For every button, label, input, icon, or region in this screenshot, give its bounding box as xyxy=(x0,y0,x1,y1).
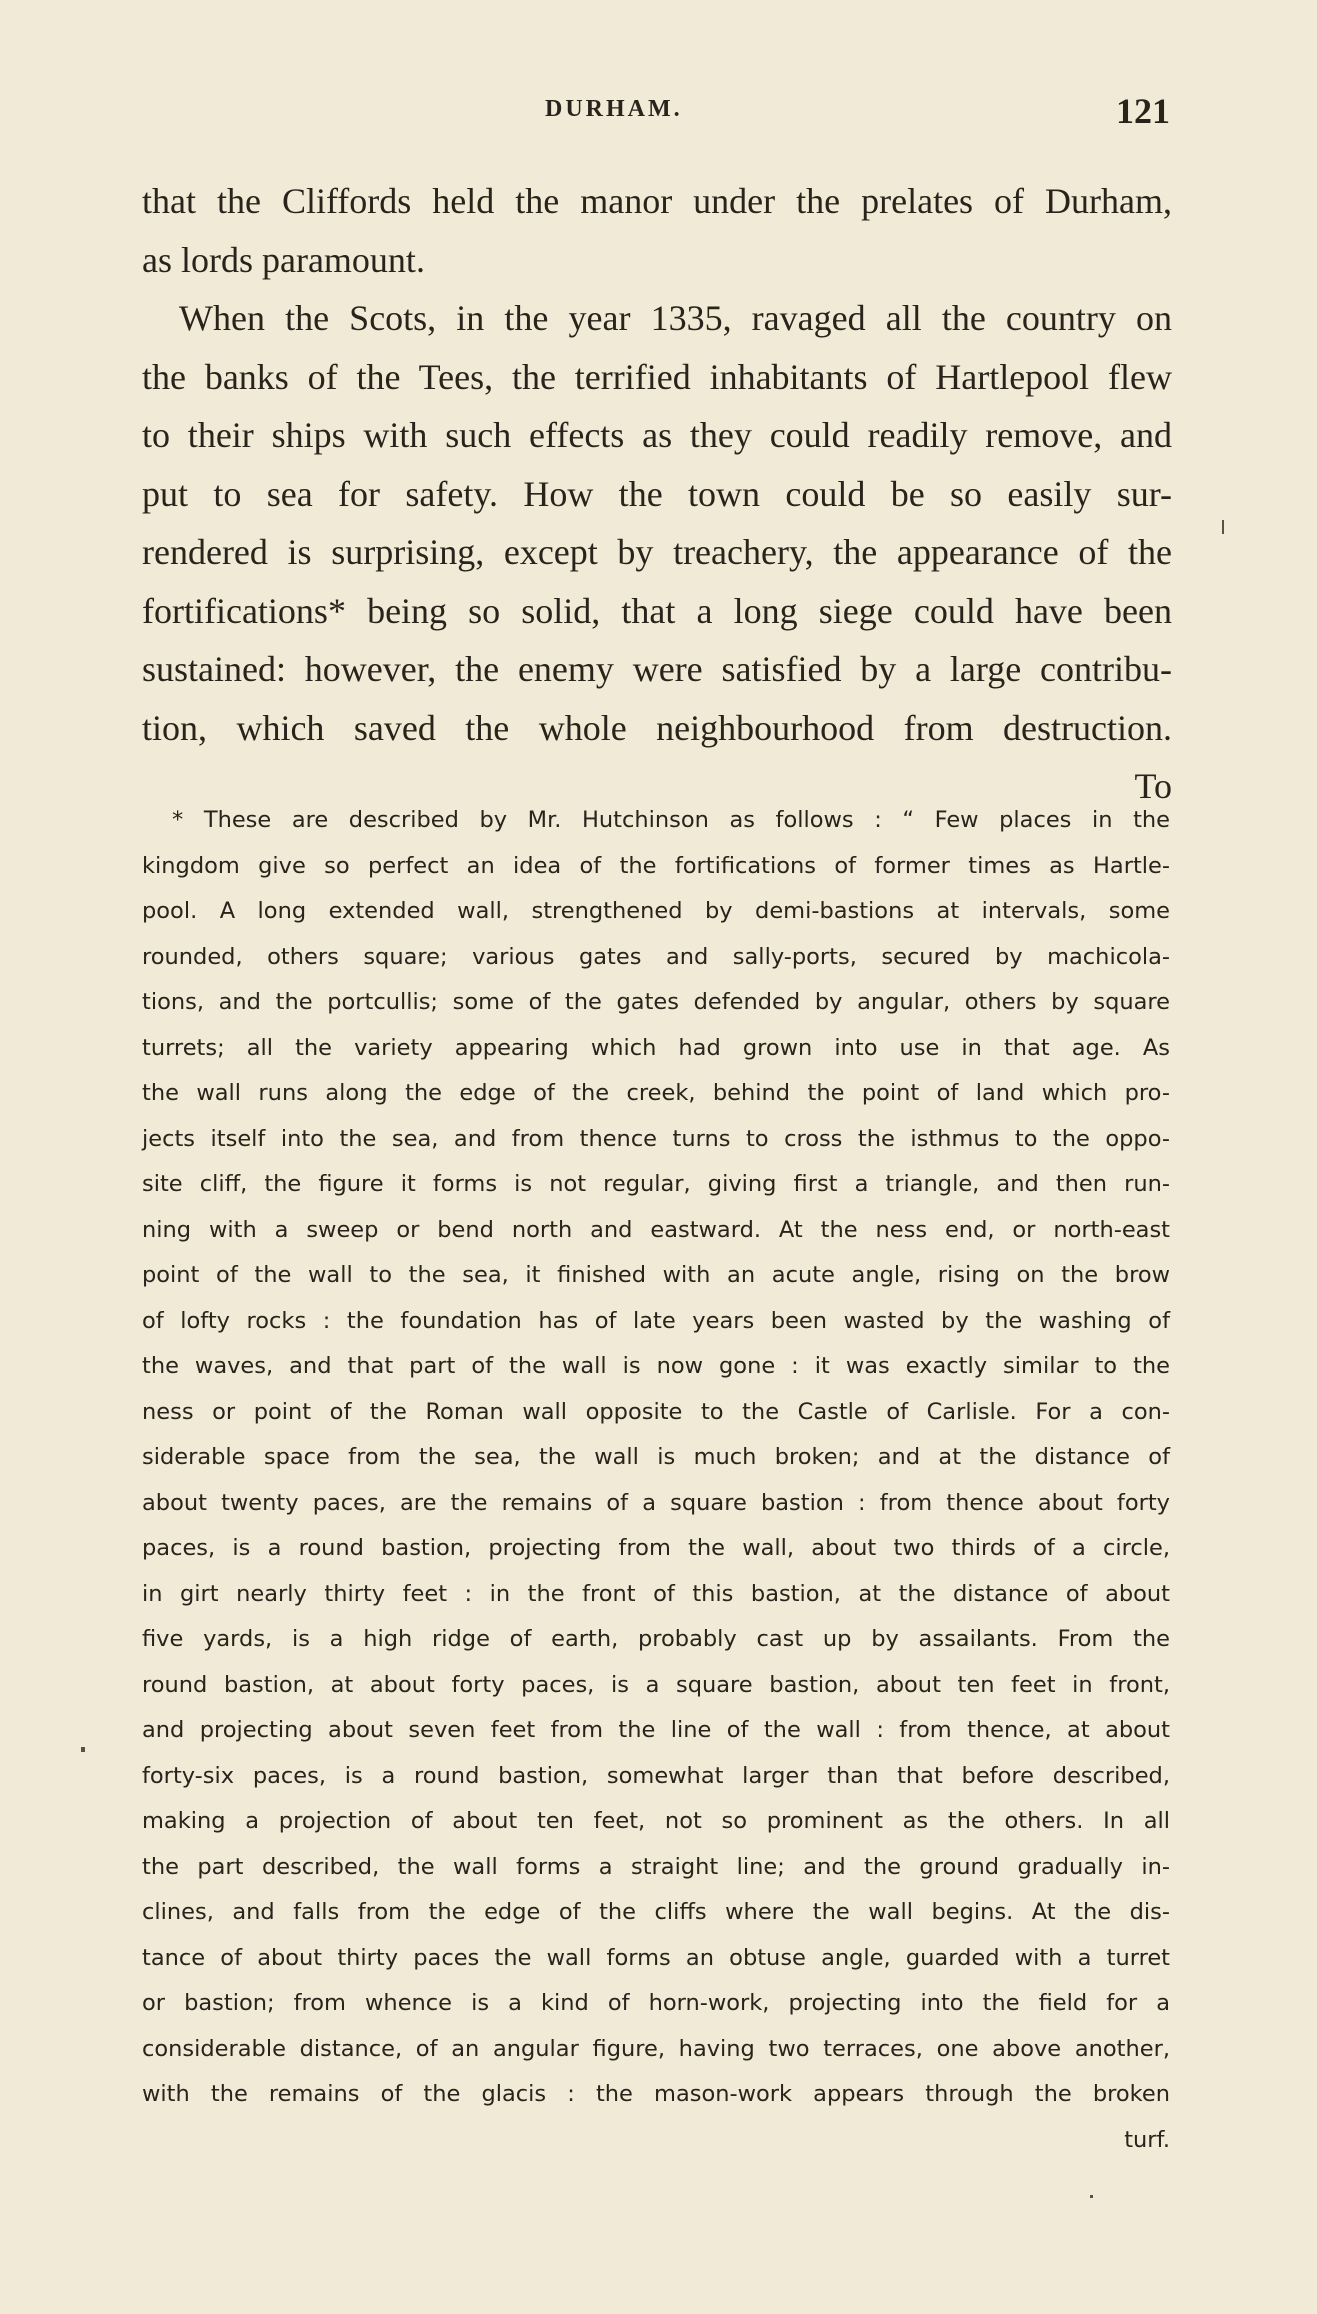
footnote-block xyxy=(142,798,1170,2163)
main-text-line: to their ships with such effects as they could readily remove, and xyxy=(142,415,1172,455)
footnote-line: clines, and falls from the edge of the cliffs where the wall begins. At the dis- xyxy=(142,1899,1170,1925)
footnote-line: turrets; all the variety appearing which had grown into use in that age. As xyxy=(142,1034,1170,1061)
main-text-catchword: To xyxy=(1134,766,1172,806)
footnote-line: or bastion; from whence is a kind of horn-work, projecting into the field for a xyxy=(142,1990,1170,2016)
footnote-line: site cliff, the figure it forms is not regular, giving first a triangle, and then run- xyxy=(142,1171,1170,1197)
footnote-line: siderable space from the sea, the wall is much broken; and at the distance of xyxy=(142,1444,1170,1470)
footnote-line: ning with a sweep or bend north and eastward. At the ness end, or north-east xyxy=(142,1216,1170,1243)
main-text-line: sustained: however, the enemy were satisfied by a large contribu- xyxy=(142,649,1172,689)
footnote-line: the part described, the wall forms a straight line; and the ground gradually in- xyxy=(142,1853,1170,1880)
footnote-line: and projecting about seven feet from the line of the wall : from thence, at about xyxy=(142,1717,1170,1743)
main-text-line: put to sea for safety. How the town could be so easily sur- xyxy=(142,473,1172,514)
footnote-line: about twenty paces, are the remains of a square bastion : from thence about forty xyxy=(142,1489,1170,1516)
footnote-line: considerable distance, of an angular figure, having two terraces, one above another, xyxy=(142,2035,1170,2062)
footnote-line: forty-six paces, is a round bastion, somewhat larger than that before described, xyxy=(142,1762,1170,1789)
footnote-line: with the remains of the glacis : the mason-work appears through the broken xyxy=(142,2081,1170,2107)
footnote-line: rounded, others square; various gates and sally-ports, secured by machicola- xyxy=(142,943,1170,970)
margin-speck xyxy=(1222,520,1224,534)
footnote-line: tions, and the portcullis; some of the gates defended by angular, others by square xyxy=(142,989,1170,1015)
main-text-line: that the Cliffords held the manor under the prelates of Durham, xyxy=(142,181,1172,221)
running-head xyxy=(170,91,1170,136)
footnote-line: in girt nearly thirty feet : in the front of this bastion, at the distance of about xyxy=(142,1580,1170,1607)
footnote-line: paces, is a round bastion, projecting from the wall, about two thirds of a circle, xyxy=(142,1535,1170,1561)
footnote-line: making a projection of about ten feet, not so prominent as the others. In all xyxy=(142,1808,1170,1834)
footnote-line: five yards, is a high ridge of earth, probably cast up by assailants. From the xyxy=(142,1626,1170,1652)
margin-speck xyxy=(81,1747,85,1752)
footnote-line: pool. A long extended wall, strengthened by demi-bastions at intervals, some xyxy=(142,898,1170,924)
footnote-line: jects itself into the sea, and from thence turns to cross the isthmus to the oppo- xyxy=(142,1125,1170,1152)
footnote-line: of lofty rocks : the foundation has of late years been wasted by the washing of xyxy=(142,1307,1170,1334)
main-text-line: the banks of the Tees, the terrified inhabitants of Hartlepool flew xyxy=(142,356,1172,397)
margin-speck xyxy=(1090,2195,1093,2198)
main-text-block xyxy=(142,172,1172,816)
main-text-line: rendered is surprising, except by treachery, the appearance of the xyxy=(142,532,1172,572)
main-text-line: When the Scots, in the year 1335, ravaged all the country on xyxy=(179,298,1172,338)
footnote-line: point of the wall to the sea, it finished with an acute angle, rising on the brow xyxy=(142,1262,1170,1288)
footnote-line: the waves, and that part of the wall is now gone : it was exactly similar to the xyxy=(142,1353,1170,1379)
main-text-line: as lords paramount. xyxy=(142,239,425,280)
page-number: 121 xyxy=(1116,91,1170,131)
footnote-line: tance of about thirty paces the wall forms an obtuse angle, guarded with a turret xyxy=(142,1944,1170,1971)
footnote-line: the wall runs along the edge of the creek, behind the point of land which pro- xyxy=(142,1080,1170,1106)
main-text-line: fortifications* being so solid, that a long siege could have been xyxy=(142,590,1172,631)
running-title: DURHAM. xyxy=(545,96,683,122)
footnote-line: * These are described by Mr. Hutchinson as follows : “ Few places in the xyxy=(172,807,1170,833)
footnote-line: ness or point of the Roman wall opposite to the Castle of Carlisle. For a con- xyxy=(142,1398,1170,1425)
footnote-line: round bastion, at about forty paces, is a square bastion, about ten feet in front, xyxy=(142,1671,1170,1698)
footnote-line: kingdom give so perfect an idea of the fortifications of former times as Hartle- xyxy=(142,852,1170,879)
main-text-line: tion, which saved the whole neighbourhood from destruction. xyxy=(142,707,1172,748)
footnote-catchword: turf. xyxy=(1124,2126,1170,2153)
